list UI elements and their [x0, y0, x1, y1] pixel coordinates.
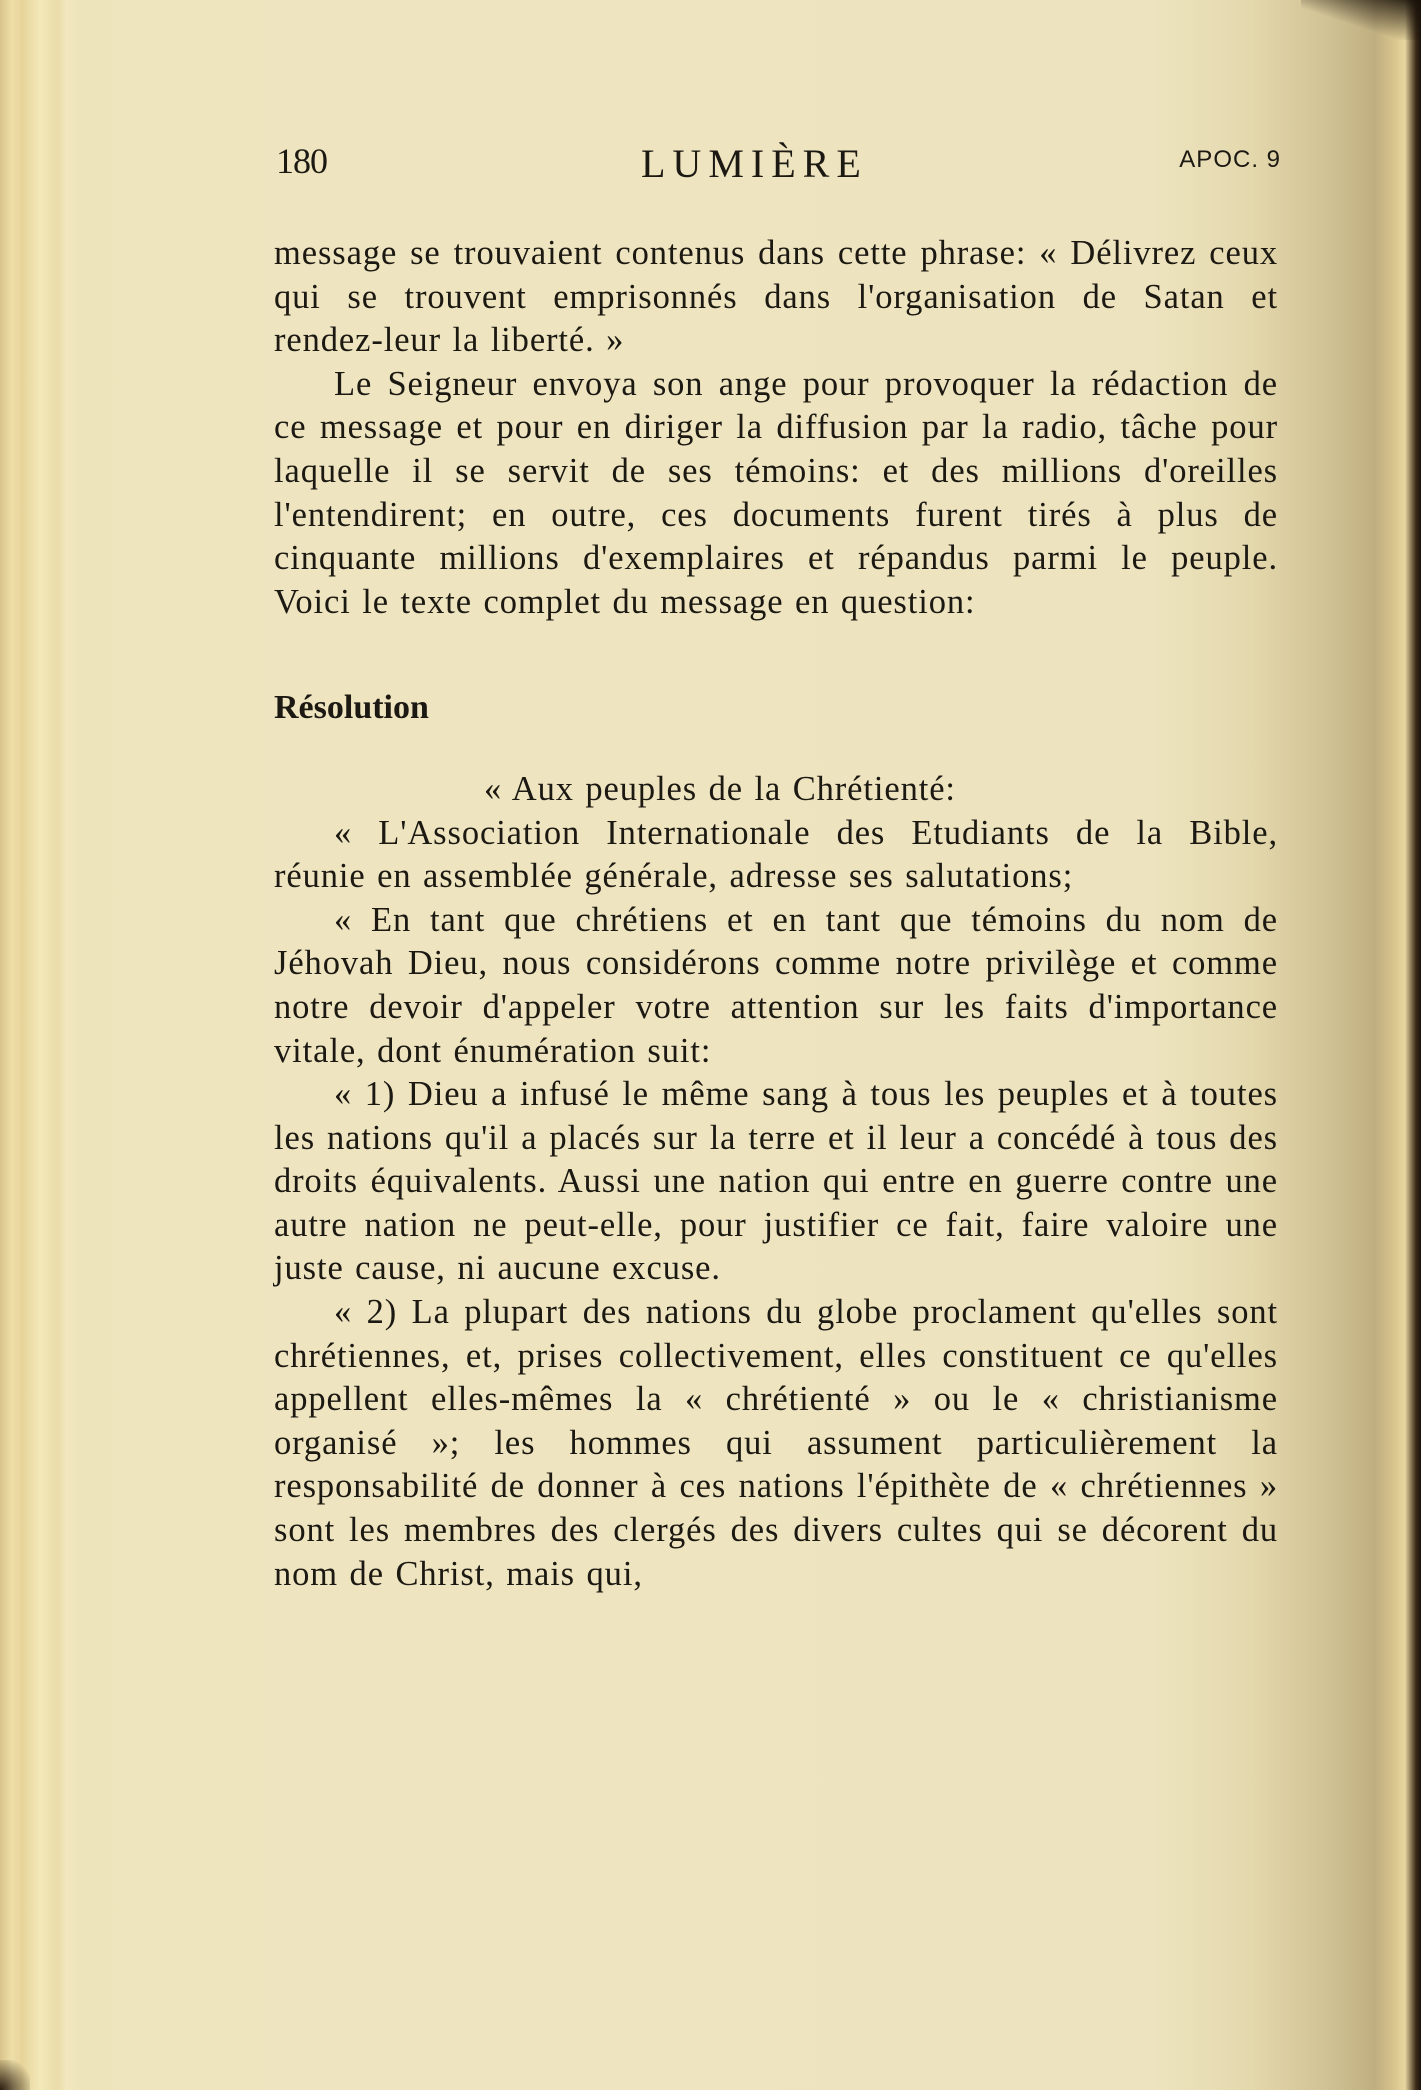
page-corner-shadow — [1301, 0, 1421, 40]
resolution-paragraph: « En tant que chrétiens et en tant que témoins du nom de Jéhovah Dieu, nous considérons comme notre privilège et comme notre devoir d'appeler votre attention sur les faits d'importance vitale, dont énumération suit: — [274, 900, 1278, 1070]
chapter-reference: APOC. 9 — [1179, 146, 1281, 173]
page-corner-shadow — [0, 2060, 30, 2090]
resolution-paragraph: « 1) Dieu a infusé le même sang à tous les peuples et à toutes les nations qu'il a placés sur la terre et il leur a concédé à tous des droits équivalents. Aussi une nation qui entre en guerre contre une autre nation ne peut-elle, pour justifier ce fait, faire valoire une juste cause, ni aucune excuse. — [274, 1075, 1278, 1288]
paragraph: message se trouvaient contenus dans cette phrase: « Délivrez ceux qui se trouvent emprisonnés dans l'organisation de Satan et rendez-leur la liberté. » — [274, 234, 1278, 360]
resolution-paragraph: « L'Association Internationale des Etudiants de la Bible, réunie en assemblée générale, adresse ses salutations; — [274, 813, 1278, 896]
running-head — [276, 140, 1281, 190]
body-text — [274, 232, 1278, 1596]
page-number: 180 — [276, 141, 327, 181]
section-heading: Résolution — [274, 689, 429, 727]
resolution-greeting: « Aux peuples de la Chrétienté: — [484, 769, 956, 808]
resolution-paragraph: « 2) La plupart des nations du globe proclament qu'elles sont chrétiennes, et, prises collectivement, elles constituent ce qu'elles appellent elles-mêmes la « chrétienté » ou le « christianisme organisé »; les hommes qui assument particulièrement la responsabilité de donner à ces nations l'épithète de « chrétiennes » sont les membres des clergés des divers cultes qui se décorent du nom de Christ, mais qui, — [274, 1293, 1278, 1593]
paragraph: Le Seigneur envoya son ange pour provoquer la rédaction de ce message et pour en diriger la diffusion par la radio, tâche pour laquelle il se servit de ses témoins: et des millions d'oreilles l'entendirent; en outre, ces documents furent tirés à plus de cinquante millions d'exemplaires et répandus parmi le peuple. Voici le texte complet du message en question: — [274, 364, 1278, 621]
running-title: LUMIÈRE — [641, 141, 868, 186]
